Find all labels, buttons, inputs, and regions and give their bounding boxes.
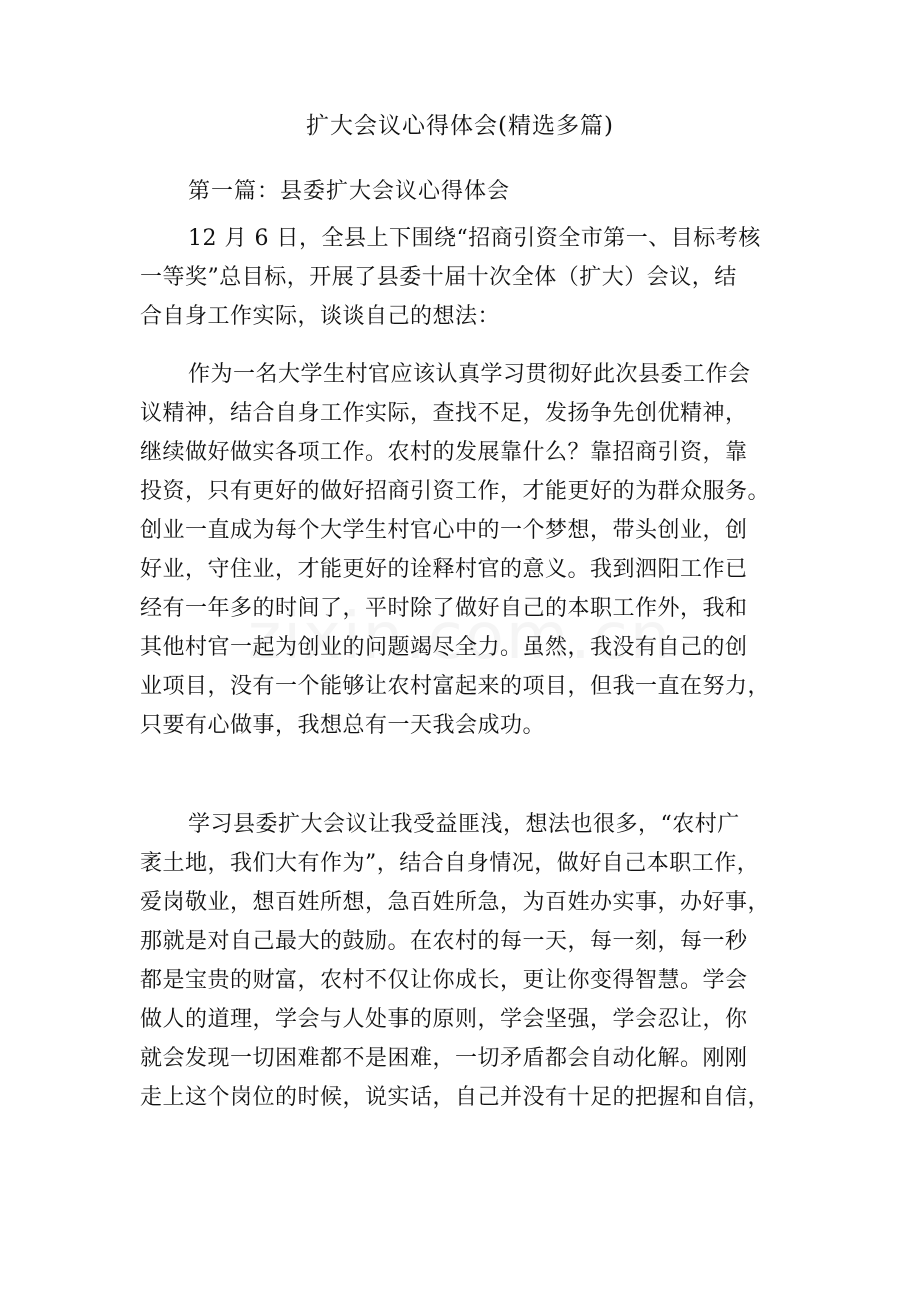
paragraph-line: 业项目，没有一个能够让农村富起来的项目，但我一直在努力，	[140, 674, 771, 699]
paragraph-line: 继续做好做实各项工作。农村的发展靠什么？靠招商引资，靠	[140, 440, 748, 465]
paragraph-line: 袤土地，我们大有作为”，结合自身情况，做好自己本职工作，	[140, 851, 760, 876]
paragraph-line: 作为一名大学生村官应该认真学习贯彻好此次县委工作会	[188, 362, 751, 387]
paragraph-line: 创业一直成为每个大学生村官心中的一个梦想，带头创业，创	[140, 518, 748, 543]
paragraph-line: 都是宝贵的财富，农村不仅让你成长，更让你变得智慧。学会	[140, 968, 748, 993]
section-heading: 第一篇：县委扩大会议心得体会	[188, 179, 511, 204]
paragraph-line: 学习县委扩大会议让我受益匪浅，想法也很多，“农村广	[188, 812, 740, 837]
paragraph-line: 合自身工作实际，谈谈自己的想法：	[140, 304, 501, 329]
paragraph-line: 爱岗敬业，想百姓所想，急百姓所急，为百姓办实事，办好事，	[140, 890, 771, 915]
paragraph-line: 其他村官一起为创业的问题竭尽全力。虽然，我没有自己的创	[140, 635, 748, 660]
paragraph-line: 12 月 6 日，全县上下围绕“招商引资全市第一、目标考核	[188, 226, 761, 251]
paragraph-line: 一等奖”总目标，开展了县委十届十次全体（扩大）会议，结	[140, 265, 737, 290]
paragraph-line: 投资，只有更好的做好招商引资工作，才能更好的为群众服务。	[140, 479, 771, 504]
paragraph-line: 那就是对自己最大的鼓励。在农村的每一天，每一刻，每一秒	[140, 929, 748, 954]
paragraph-1	[140, 219, 792, 336]
paragraph-line: 走上这个岗位的时候，说实话，自己并没有十足的把握和自信，	[140, 1085, 771, 1110]
paragraph-line: 好业，守住业，才能更好的诠释村官的意义。我到泗阳工作已	[140, 557, 748, 582]
document-title: 扩大会议心得体会(精选多篇)	[306, 113, 614, 139]
paragraph-line: 只要有心做事，我想总有一天我会成功。	[140, 713, 546, 738]
paragraph-line: 经有一年多的时间了，平时除了做好自己的本职工作外，我和	[140, 596, 748, 621]
paragraph-3	[140, 805, 792, 1117]
paragraph-2	[140, 355, 792, 745]
paragraph-line: 做人的道理，学会与人处事的原则，学会坚强，学会忍让，你	[140, 1007, 748, 1032]
paragraph-line: 就会发现一切困难都不是困难，一切矛盾都会自动化解。刚刚	[140, 1046, 748, 1071]
paragraph-line: 议精神，结合自身工作实际，查找不足，发扬争先创优精神，	[140, 401, 748, 426]
